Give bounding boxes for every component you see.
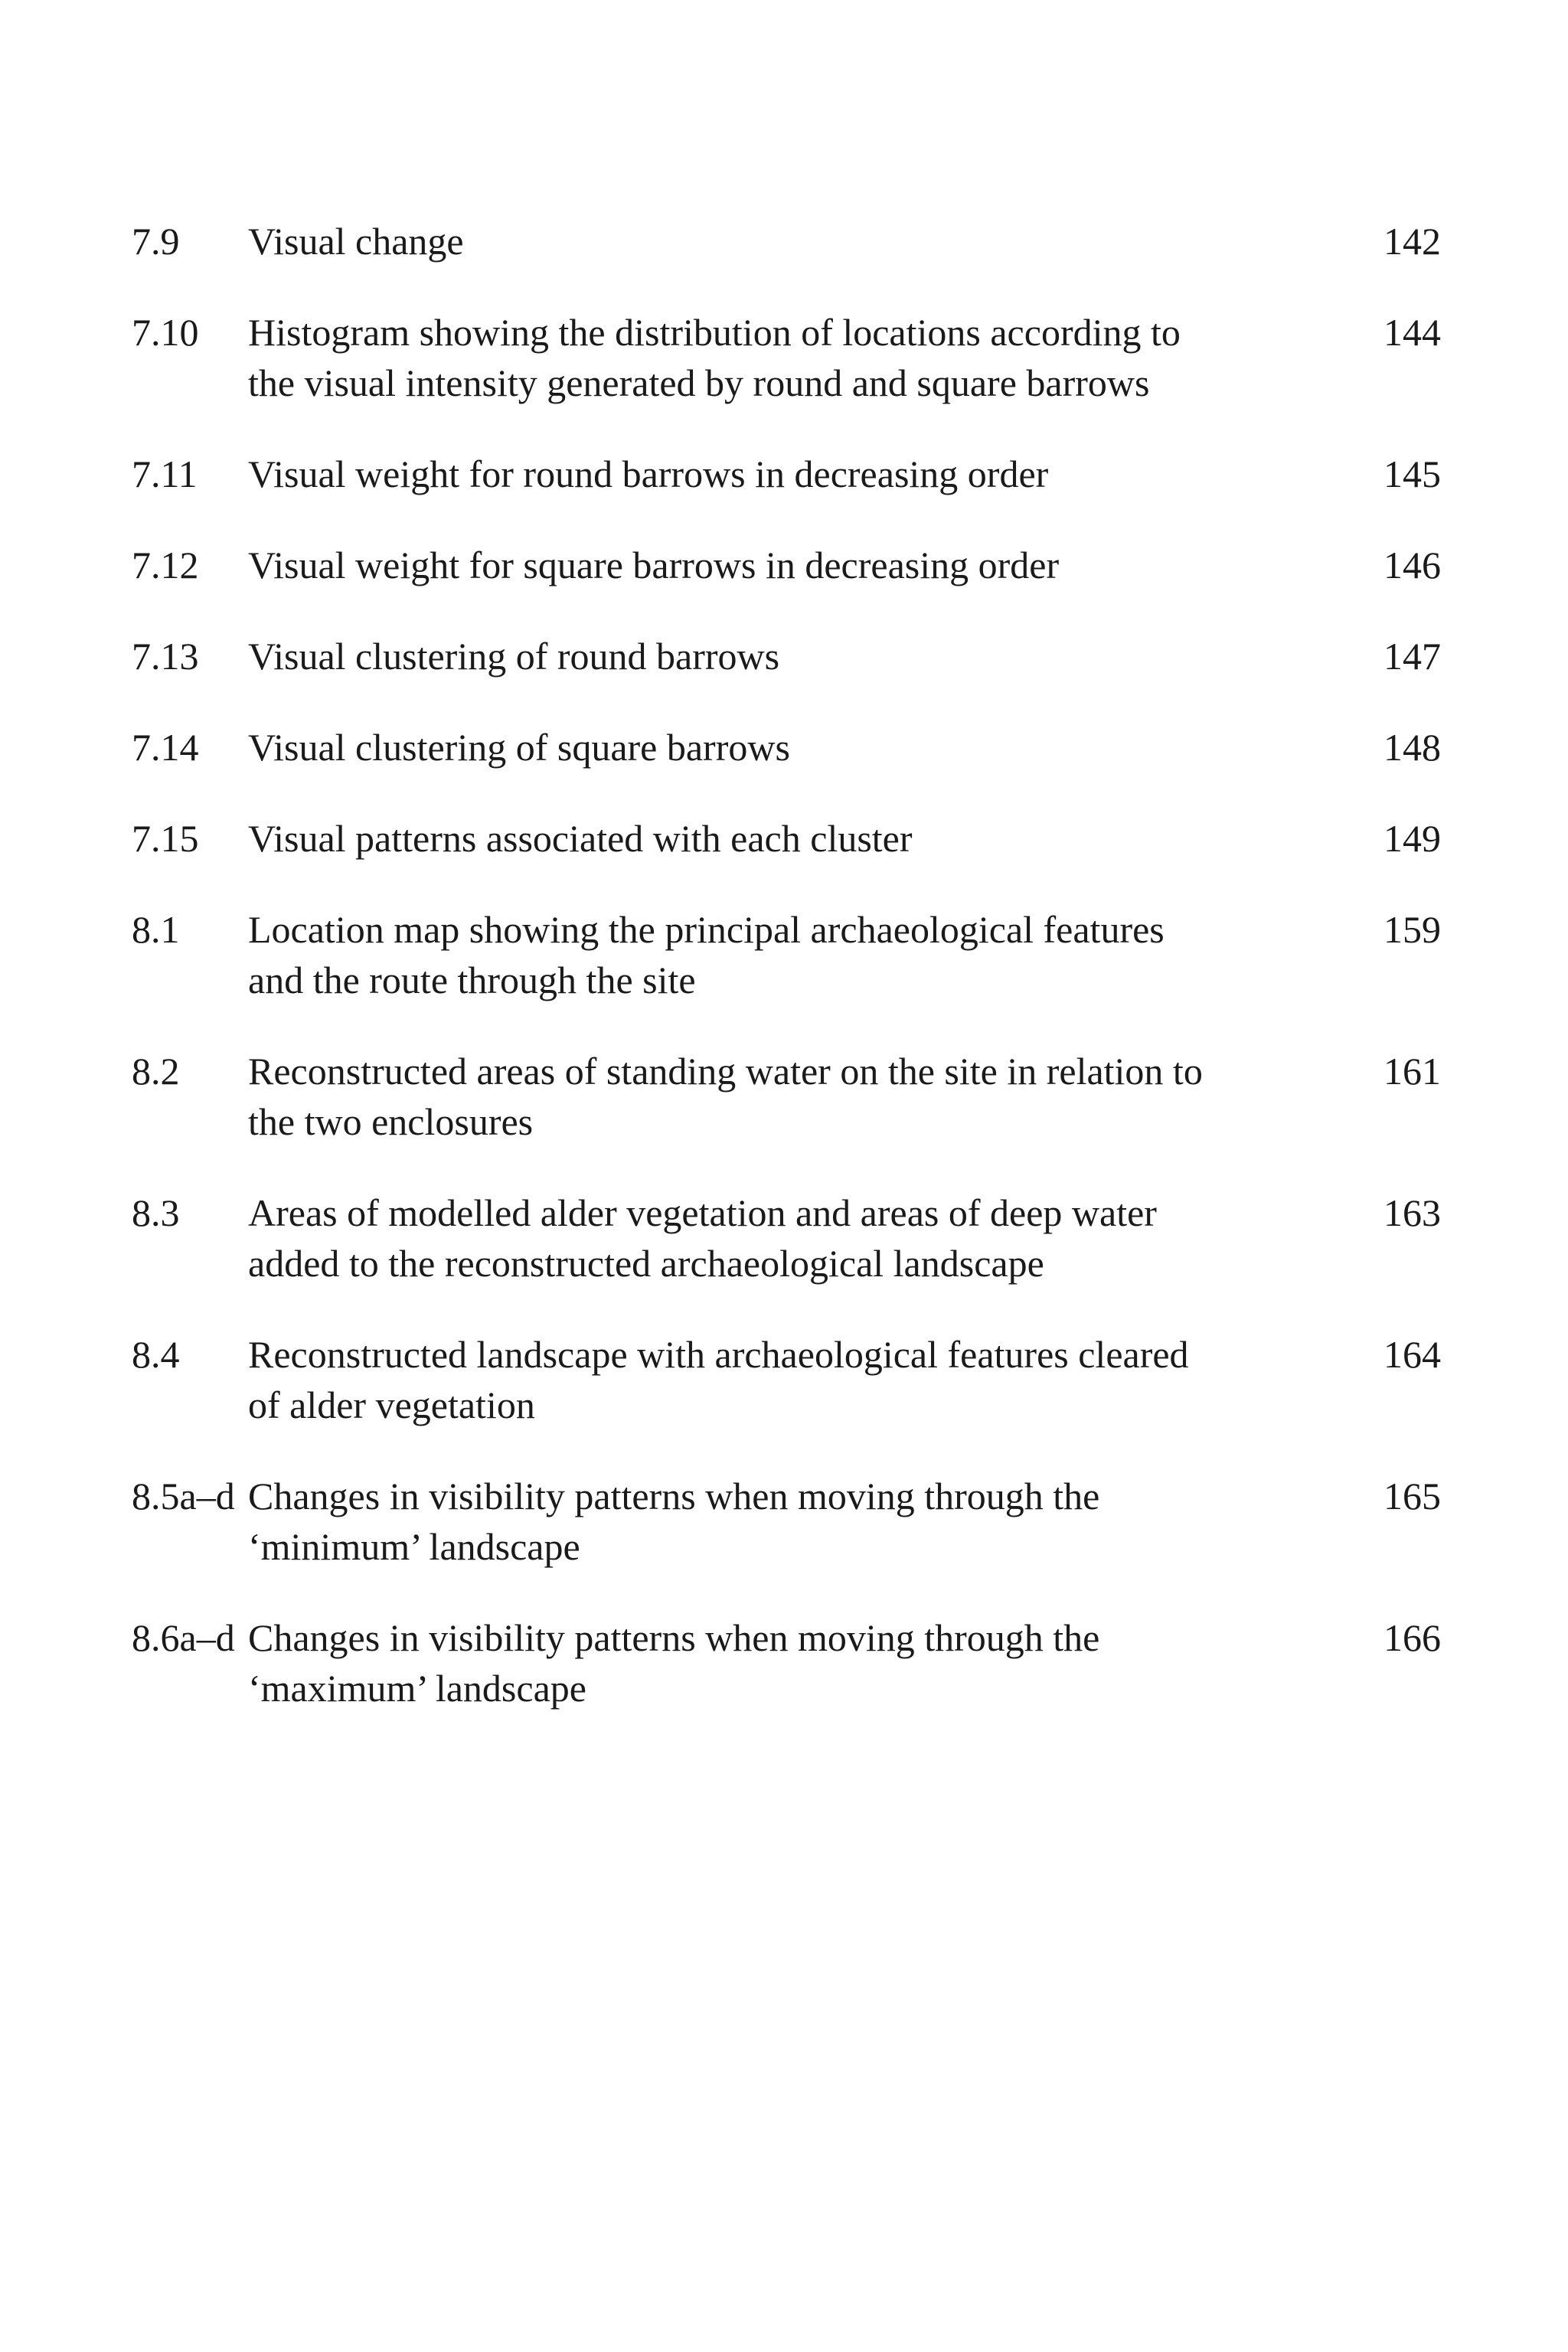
caption-line: of alder vegetation (248, 1383, 535, 1426)
figure-caption (248, 1046, 1335, 1147)
page-number: 144 (1383, 311, 1441, 354)
caption-line: the visual intensity generated by round and square barrows (248, 361, 1150, 404)
list-item (132, 722, 1441, 773)
page-number: 165 (1383, 1475, 1441, 1517)
figure-caption (248, 722, 1335, 773)
list-item (132, 449, 1441, 499)
list-item (132, 1187, 1441, 1289)
caption-line: and the route through the site (248, 959, 696, 1001)
figure-caption (248, 540, 1335, 590)
figure-number: 7.9 (132, 220, 180, 263)
page-number: 149 (1383, 817, 1441, 860)
page-number: 147 (1383, 635, 1441, 678)
figure-number: 8.4 (132, 1333, 180, 1376)
list-item (132, 813, 1441, 864)
caption-line: Visual weight for square barrows in decreasing order (248, 544, 1060, 586)
list-item (132, 1046, 1441, 1147)
page-number: 145 (1383, 452, 1441, 495)
list-item (132, 631, 1441, 681)
caption-line: Visual clustering of square barrows (248, 726, 790, 769)
figure-number: 7.12 (132, 544, 199, 586)
figure-number: 8.3 (132, 1191, 180, 1234)
caption-line: ‘minimum’ landscape (248, 1525, 580, 1568)
caption-line: Areas of modelled alder vegetation and areas of deep water (248, 1191, 1157, 1234)
figure-caption (248, 813, 1335, 864)
caption-line: Reconstructed landscape with archaeological features cleared (248, 1333, 1189, 1376)
caption-line: ‘maximum’ landscape (248, 1667, 586, 1710)
caption-line: added to the reconstructed archaeological landscape (248, 1242, 1044, 1285)
caption-line: Reconstructed areas of standing water on the site in relation to (248, 1050, 1203, 1093)
figure-number: 7.14 (132, 726, 199, 769)
figure-caption (248, 216, 1335, 266)
page-number: 166 (1383, 1616, 1441, 1659)
figure-entries (132, 216, 1441, 1713)
page-number: 161 (1383, 1050, 1441, 1093)
figure-caption (248, 307, 1335, 408)
figure-number: 8.2 (132, 1050, 180, 1093)
list-item (132, 540, 1441, 590)
list-item (132, 1612, 1441, 1713)
page-number: 142 (1383, 220, 1441, 263)
list-item (132, 1329, 1441, 1430)
page-number: 146 (1383, 544, 1441, 586)
figure-number: 7.15 (132, 817, 199, 860)
figure-number: 7.11 (132, 452, 198, 495)
list-item (132, 307, 1441, 408)
page-number: 148 (1383, 726, 1441, 769)
figure-caption (248, 904, 1335, 1005)
caption-line: Changes in visibility patterns when moving through the (248, 1475, 1100, 1517)
figure-number: 8.6a–d (132, 1616, 235, 1659)
caption-line: Visual clustering of round barrows (248, 635, 780, 678)
caption-line: Visual weight for round barrows in decreasing order (248, 452, 1049, 495)
figure-caption (248, 1471, 1335, 1572)
figure-caption (248, 1612, 1335, 1713)
figure-caption (248, 1329, 1335, 1430)
figure-caption (248, 631, 1335, 681)
caption-line: Histogram showing the distribution of locations according to (248, 311, 1181, 354)
list-of-figures (132, 216, 1441, 1754)
figure-caption (248, 1187, 1335, 1289)
caption-line: Visual patterns associated with each cluster (248, 817, 913, 860)
figure-number: 7.10 (132, 311, 199, 354)
list-item (132, 904, 1441, 1005)
figure-number: 8.1 (132, 908, 180, 951)
caption-line: Changes in visibility patterns when moving through the (248, 1616, 1100, 1659)
page-number: 163 (1383, 1191, 1441, 1234)
figure-caption (248, 449, 1335, 499)
figure-number: 8.5a–d (132, 1475, 235, 1517)
figure-number: 7.13 (132, 635, 199, 678)
caption-line: Location map showing the principal archaeological features (248, 908, 1165, 951)
list-item (132, 216, 1441, 266)
page-number: 159 (1383, 908, 1441, 951)
page-number: 164 (1383, 1333, 1441, 1376)
list-item (132, 1471, 1441, 1572)
caption-line: Visual change (248, 220, 464, 263)
caption-line: the two enclosures (248, 1100, 534, 1143)
